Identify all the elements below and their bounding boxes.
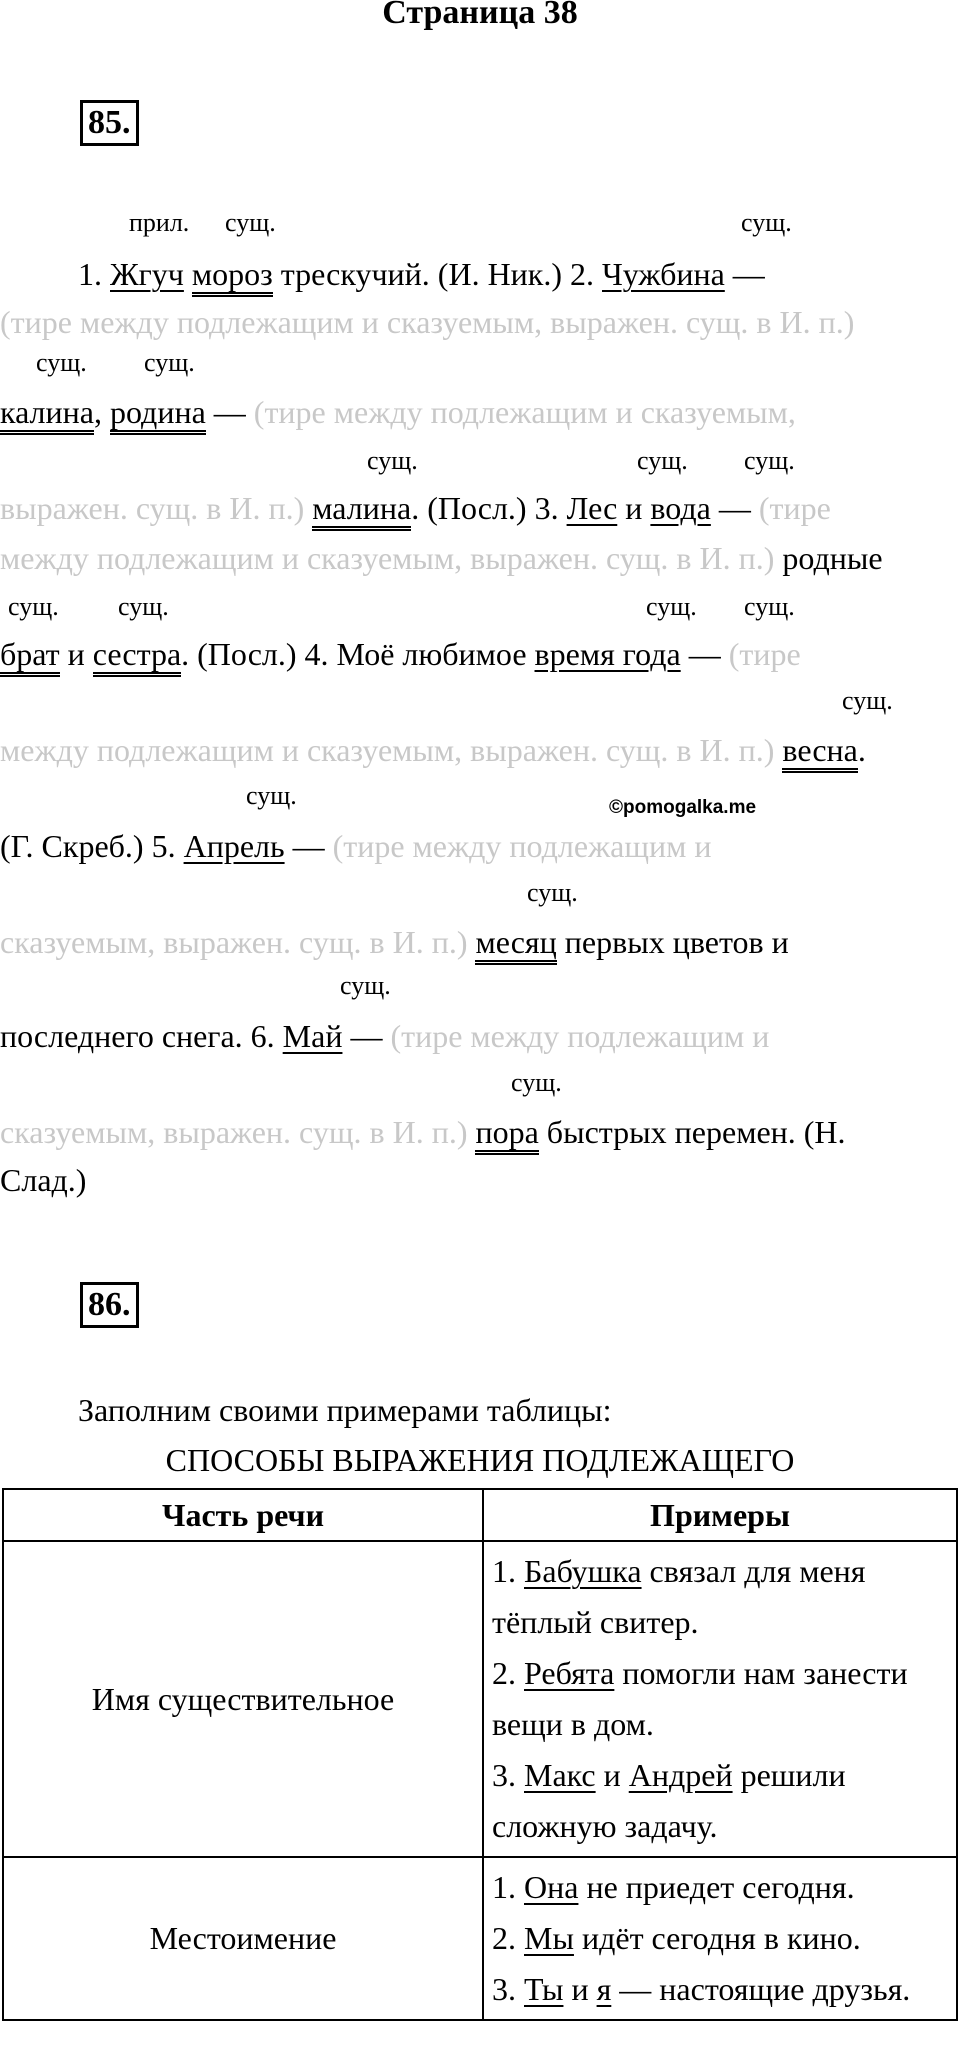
example-sentence: 1. Бабушка связал для меня тёплый свитер. [492,1553,866,1640]
label-sush: сущ. [527,878,578,907]
label-sush: сущ. [744,592,795,621]
subject-table [2,1488,958,2021]
table-row [3,1541,957,1857]
label-sush: сущ. [225,208,276,237]
text-line: выражен. сущ. в И. п.) малина. (Посл.) 3. Лес и вода — (тире [0,488,960,528]
exercise-number-86: 86. [80,1282,139,1328]
examples-cell [483,1857,957,2020]
label-sush: сущ. [144,348,195,377]
example-sentence: 1. Она не приедет сегодня. [492,1869,855,1905]
text-line: Слад.) [0,1162,87,1198]
text-line: последнего снега. 6. Май — (тире между подлежащим и [0,1018,770,1054]
watermark: ©pomogalka.me [609,797,757,818]
label-sush: сущ. [842,686,893,715]
label-sush: сущ. [637,446,688,475]
label-sush: сущ. [246,781,297,810]
label-sush: сущ. [118,592,169,621]
table-row [3,1857,957,2020]
text-line: калина, родина — (тире между подлежащим и сказуемым, [0,392,960,432]
label-sush: сущ. [511,1068,562,1097]
label-sush: сущ. [741,208,792,237]
text-line: сказуемым, выражен. сущ. в И. п.) месяц первых цветов и [0,922,960,962]
table-title: СПОСОБЫ ВЫРАЖЕНИЯ ПОДЛЕЖАЩЕГО [165,1442,795,1478]
column-header: Примеры [483,1489,957,1541]
text-line: 1. Жгуч мороз трескучий. (И. Ник.) 2. Чужбина — [0,254,960,294]
label-sush: сущ. [367,446,418,475]
gray-note: (тире между подлежащим и сказуемым, выражен. сущ. в И. п.) [0,304,855,340]
text-line: брат и сестра. (Посл.) 4. Моё любимое время года — (тире [0,634,960,674]
table-header-row [3,1489,957,1541]
exercise-number-85: 85. [80,100,139,146]
examples-cell [483,1541,957,1857]
part-of-speech-cell: Имя существительное [3,1541,483,1857]
page-title: Страница 38 [382,0,578,31]
column-header: Часть речи [3,1489,483,1541]
label-sush: сущ. [646,592,697,621]
part-of-speech-cell: Местоимение [3,1857,483,2020]
example-sentence: 2. Ребята помогли нам занести вещи в дом. [492,1655,908,1742]
example-sentence: 3. Ты и я — настоящие друзья. [492,1971,911,2007]
example-sentence: 2. Мы идёт сегодня в кино. [492,1920,861,1956]
label-sush: сущ. [8,592,59,621]
text-line: между подлежащим и сказуемым, выражен. сущ. в И. п.) родные [0,540,883,576]
label-sush: сущ. [340,971,391,1000]
label-pril: прил. [129,208,190,237]
label-sush: сущ. [744,446,795,475]
label-sush: сущ. [36,348,87,377]
exercise-intro: Заполним своими примерами таблицы: [78,1392,612,1428]
text-line: между подлежащим и сказуемым, выражен. сущ. в И. п.) весна. [0,730,960,770]
text-line: сказуемым, выражен. сущ. в И. п.) пора быстрых перемен. (Н. [0,1112,960,1152]
example-sentence: 3. Макс и Андрей решили сложную задачу. [492,1757,846,1844]
text-line: (Г. Скреб.) 5. Апрель — (тире между подлежащим и [0,828,712,864]
